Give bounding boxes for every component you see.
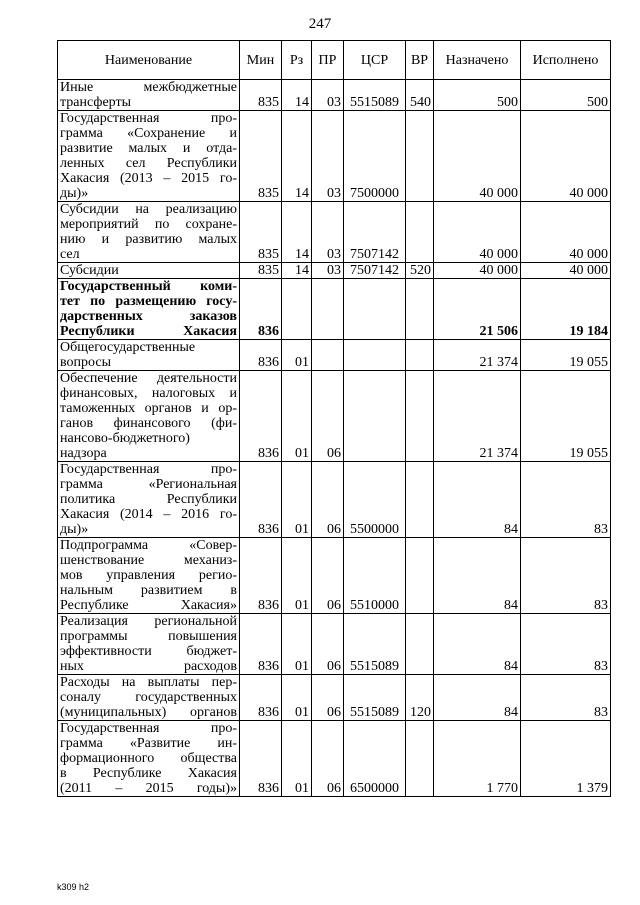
- cell-min: 835: [240, 202, 282, 263]
- cell-name-line: ганов финансового (фи-: [60, 416, 237, 431]
- cell-min: 836: [240, 340, 282, 371]
- table-row: [58, 462, 611, 538]
- cell-min: 836: [240, 371, 282, 462]
- cell-csr: 5510000: [344, 538, 406, 614]
- cell-name-line: ленных сел Республики: [60, 156, 237, 171]
- cell-executed: 83: [521, 675, 611, 721]
- cell-planned: 21 506: [434, 279, 521, 340]
- cell-name-line: нальным развитием в: [60, 583, 237, 598]
- cell-csr: [344, 340, 406, 371]
- cell-rz: 01: [282, 340, 312, 371]
- cell-name-line: Обеспечение деятельности: [60, 371, 237, 386]
- cell-csr: 5500000: [344, 462, 406, 538]
- cell-vr: [406, 538, 434, 614]
- cell-name-line: Республики Хакасия: [60, 324, 237, 339]
- table-body: [58, 80, 611, 797]
- column-header-pr: ПР: [312, 41, 344, 80]
- cell-executed: 1 379: [521, 721, 611, 797]
- cell-name-line: Государственная про-: [60, 111, 237, 126]
- cell-vr: [406, 279, 434, 340]
- table-row: [58, 279, 611, 340]
- cell-executed: 83: [521, 538, 611, 614]
- cell-name-line: Хакасия (2013 – 2015 го-: [60, 171, 237, 186]
- cell-name: [58, 111, 240, 202]
- cell-name-line: Государственная про-: [60, 462, 237, 477]
- cell-planned: 21 374: [434, 371, 521, 462]
- cell-name-line: программы повышения: [60, 629, 237, 644]
- cell-planned: 84: [434, 538, 521, 614]
- cell-name-line: грамма «Развитие ин-: [60, 736, 237, 751]
- table-row: [58, 202, 611, 263]
- cell-name: [58, 202, 240, 263]
- cell-name: [58, 614, 240, 675]
- cell-min: 836: [240, 614, 282, 675]
- cell-name-line: (муниципальных) органов: [60, 705, 237, 720]
- cell-name-line: вопросы: [60, 355, 111, 370]
- cell-name: [58, 462, 240, 538]
- table-row: [58, 675, 611, 721]
- column-header-name: Наименование: [58, 41, 240, 80]
- cell-planned: 21 374: [434, 340, 521, 371]
- cell-csr: [344, 371, 406, 462]
- cell-pr: 06: [312, 538, 344, 614]
- cell-vr: 540: [406, 80, 434, 111]
- cell-name-line: Расходы на выплаты пер-: [60, 675, 237, 690]
- cell-name-line: формационного общества: [60, 751, 237, 766]
- cell-planned: 1 770: [434, 721, 521, 797]
- cell-name-line: Республике Хакасия»: [60, 598, 237, 613]
- cell-name-line: Субсидии: [60, 263, 119, 278]
- cell-name-line: нансово-бюджетного): [60, 431, 190, 446]
- cell-name: [58, 721, 240, 797]
- table-row: [58, 371, 611, 462]
- cell-min: 836: [240, 538, 282, 614]
- cell-planned: 40 000: [434, 202, 521, 263]
- cell-name-line: шенствование механиз-: [60, 553, 237, 568]
- cell-min: 835: [240, 80, 282, 111]
- cell-executed: 40 000: [521, 202, 611, 263]
- cell-pr: 06: [312, 675, 344, 721]
- cell-vr: [406, 340, 434, 371]
- cell-name-line: тет по размещению госу-: [60, 294, 237, 309]
- cell-executed: 19 055: [521, 371, 611, 462]
- cell-name-line: сел: [60, 247, 80, 262]
- cell-name: [58, 538, 240, 614]
- cell-min: 836: [240, 462, 282, 538]
- table-header-row: [58, 41, 611, 80]
- cell-planned: 84: [434, 614, 521, 675]
- cell-name-line: надзора: [60, 446, 107, 461]
- budget-table: [57, 40, 611, 797]
- cell-rz: 14: [282, 202, 312, 263]
- cell-name: [58, 371, 240, 462]
- cell-rz: 01: [282, 721, 312, 797]
- cell-vr: [406, 462, 434, 538]
- cell-name-line: ды)»: [60, 186, 89, 201]
- cell-vr: [406, 371, 434, 462]
- cell-vr: [406, 721, 434, 797]
- cell-rz: 14: [282, 111, 312, 202]
- cell-name-line: эффективности бюджет-: [60, 644, 237, 659]
- cell-executed: 40 000: [521, 263, 611, 279]
- cell-min: 835: [240, 111, 282, 202]
- cell-name-line: Хакасия (2014 – 2016 го-: [60, 507, 237, 522]
- table-row: [58, 721, 611, 797]
- cell-name-line: грамма «Сохранение и: [60, 126, 237, 141]
- cell-pr: 03: [312, 202, 344, 263]
- cell-vr: [406, 111, 434, 202]
- cell-name-line: нию и развитию малых: [60, 232, 237, 247]
- cell-csr: 7507142: [344, 202, 406, 263]
- cell-rz: 14: [282, 263, 312, 279]
- cell-vr: [406, 614, 434, 675]
- cell-vr: [406, 202, 434, 263]
- cell-name-line: Общегосударственные: [60, 340, 196, 355]
- cell-pr: 06: [312, 614, 344, 675]
- cell-pr: 03: [312, 111, 344, 202]
- document-code: k309 h2: [57, 882, 90, 892]
- cell-csr: 7500000: [344, 111, 406, 202]
- table-row: [58, 538, 611, 614]
- table-row: [58, 263, 611, 279]
- cell-rz: 01: [282, 675, 312, 721]
- cell-planned: 40 000: [434, 111, 521, 202]
- cell-name-line: Иные межбюджетные: [60, 80, 237, 95]
- cell-name-line: Государственный коми-: [60, 279, 237, 294]
- cell-rz: 01: [282, 538, 312, 614]
- cell-vr: 120: [406, 675, 434, 721]
- cell-planned: 40 000: [434, 263, 521, 279]
- cell-name-line: Подпрограмма «Совер-: [60, 538, 237, 553]
- column-header-csr: ЦСР: [344, 41, 406, 80]
- table-row: [58, 80, 611, 111]
- table-row: [58, 340, 611, 371]
- cell-name-line: дарственных заказов: [60, 309, 237, 324]
- cell-name: [58, 279, 240, 340]
- cell-executed: 83: [521, 462, 611, 538]
- cell-name-line: Реализация региональной: [60, 614, 237, 629]
- cell-csr: 5515089: [344, 80, 406, 111]
- column-header-min: Мин: [240, 41, 282, 80]
- cell-name-line: Субсидии на реализацию: [60, 202, 237, 217]
- cell-name-line: соналу государственных: [60, 690, 237, 705]
- cell-name-line: трансферты: [60, 95, 132, 110]
- cell-pr: 06: [312, 371, 344, 462]
- column-header-vr: ВР: [406, 41, 434, 80]
- cell-name-line: грамма «Региональная: [60, 477, 237, 492]
- cell-rz: 14: [282, 80, 312, 111]
- table-row: [58, 111, 611, 202]
- cell-pr: [312, 279, 344, 340]
- cell-csr: [344, 279, 406, 340]
- cell-csr: 5515089: [344, 675, 406, 721]
- cell-name-line: в Республике Хакасия: [60, 766, 237, 781]
- cell-executed: 500: [521, 80, 611, 111]
- column-header-executed: Исполнено: [521, 41, 611, 80]
- cell-pr: 06: [312, 721, 344, 797]
- cell-name: [58, 340, 240, 371]
- cell-csr: 7507142: [344, 263, 406, 279]
- cell-name: [58, 675, 240, 721]
- cell-name-line: Государственная про-: [60, 721, 237, 736]
- cell-executed: 83: [521, 614, 611, 675]
- page-number: 247: [308, 16, 332, 32]
- cell-name: [58, 80, 240, 111]
- cell-vr: 520: [406, 263, 434, 279]
- cell-executed: 40 000: [521, 111, 611, 202]
- table-row: [58, 614, 611, 675]
- cell-name-line: ных расходов: [60, 659, 237, 674]
- cell-name-line: развитие малых и отда-: [60, 141, 237, 156]
- cell-csr: 5515089: [344, 614, 406, 675]
- cell-pr: 03: [312, 80, 344, 111]
- cell-planned: 84: [434, 462, 521, 538]
- cell-planned: 500: [434, 80, 521, 111]
- cell-executed: 19 184: [521, 279, 611, 340]
- cell-rz: 01: [282, 462, 312, 538]
- cell-executed: 19 055: [521, 340, 611, 371]
- cell-name: [58, 263, 240, 279]
- cell-min: 836: [240, 279, 282, 340]
- column-header-rz: Рз: [282, 41, 312, 80]
- cell-pr: 06: [312, 462, 344, 538]
- cell-pr: 03: [312, 263, 344, 279]
- cell-name-line: ды)»: [60, 522, 89, 537]
- cell-name-line: (2011 – 2015 годы)»: [60, 781, 237, 796]
- cell-min: 835: [240, 263, 282, 279]
- column-header-planned: Назначено: [434, 41, 521, 80]
- cell-name-line: мероприятий по сохране-: [60, 217, 237, 232]
- cell-min: 836: [240, 675, 282, 721]
- cell-pr: [312, 340, 344, 371]
- cell-name-line: мов управления регио-: [60, 568, 237, 583]
- cell-rz: 01: [282, 371, 312, 462]
- cell-name-line: таможенных органов и ор-: [60, 401, 237, 416]
- cell-planned: 84: [434, 675, 521, 721]
- cell-min: 836: [240, 721, 282, 797]
- cell-rz: [282, 279, 312, 340]
- cell-rz: 01: [282, 614, 312, 675]
- cell-name-line: политика Республики: [60, 492, 237, 507]
- cell-name-line: финансовых, налоговых и: [60, 386, 237, 401]
- cell-csr: 6500000: [344, 721, 406, 797]
